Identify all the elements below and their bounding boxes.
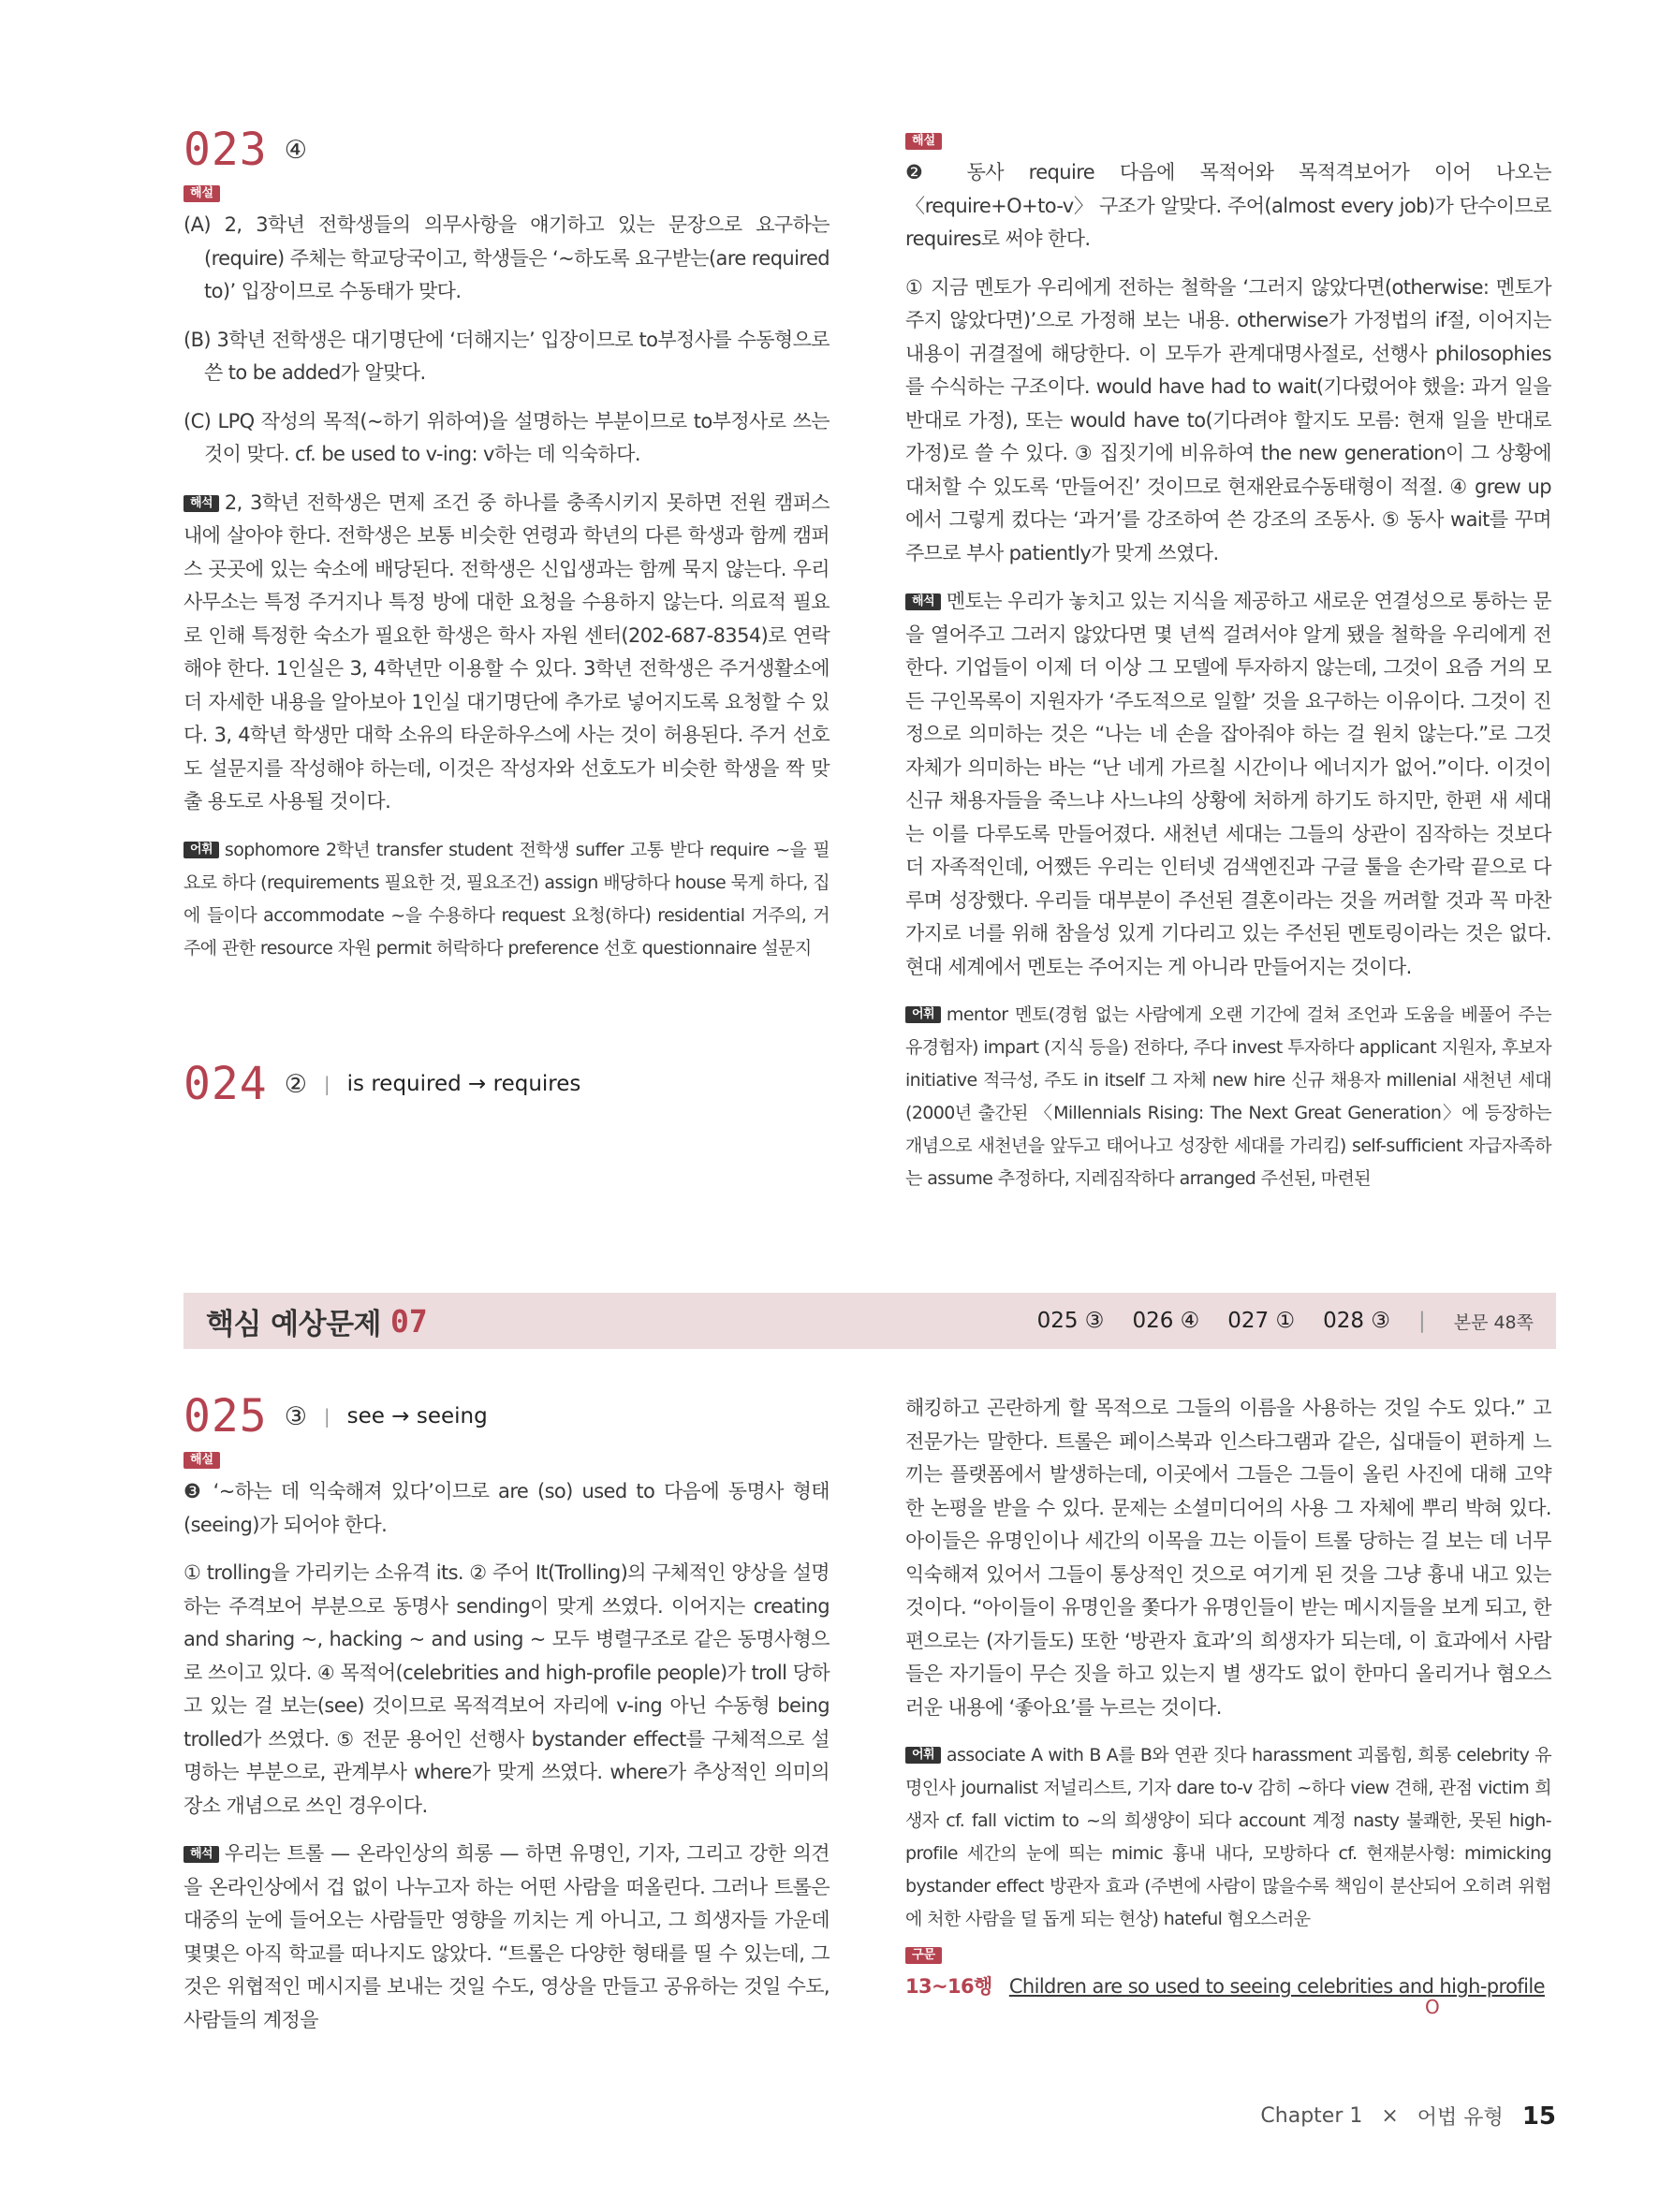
section-label: 어법 유형 bbox=[1417, 2106, 1504, 2130]
translation-tag: 해석 bbox=[905, 593, 941, 610]
page-number: 15 bbox=[1521, 2102, 1556, 2131]
syntax-sentence: Children are so used to seeing celebrities and high-profile bbox=[1008, 1975, 1545, 1998]
question-number: 023 bbox=[184, 124, 268, 176]
explanation-c: (C) LPQ 작성의 목적(~하기 위하여)을 설명하는 부분이므로 to부정사로 쓰는 것이 맞다. cf. be used to v-ing: v하는 데 익숙하다. bbox=[184, 409, 830, 465]
translation-continued: 해킹하고 곤란하게 할 목적으로 그들의 이름을 사용하는 것일 수도 있다.” 고 전문가는 말한다. 트롤은 페이스북과 인스타그램과 같은, 십대들이 편하게 느끼는 플랫폼에서 발생하는데, 이곳에서 그들은 그들이 올린 사진에 대해 고약한 논평을 받을 수 있다. 문제는 소셜미디어의 사용 그 자체에 뿌리 박혀 있다. 아이들은 유명인이나 세간의 이목을 끄는 이들이 트롤 당하는 걸 보는 데 너무 익숙해져 있어서 그들이 통상적인 것으로 여기게 된 것을 그냥 흉내 내고 있는 것이다. “아이들이 유명인을 쫓다가 유명인들이 받는 메시지들을 보게 되고, 한편으로는 (자기들도) 또한 ‘방관자 효과’의 희생자가 되는데, 이 효과에서 사람들은 자기들이 무슨 짓을 하고 있는지 별 생각도 없이 한마디 올리거나 혐오스러운 내용에 ‘좋아요’를 누르는 것이다. bbox=[905, 1397, 1551, 1719]
answer-key-item: 028 ③ bbox=[1323, 1309, 1390, 1333]
explanation-b: (B) 3학년 전학생은 대기명단에 ‘더해지는’ 입장이므로 to부정사를 수동형으로 쓴 to be added가 알맞다. bbox=[184, 328, 830, 384]
vocabulary-tag: 어휘 bbox=[905, 1747, 941, 1764]
object-mark: O bbox=[1425, 1996, 1440, 2018]
explanation-tag: 해설 bbox=[184, 185, 220, 202]
answer-mark: ③ bbox=[284, 1401, 307, 1431]
translation bbox=[905, 585, 1551, 984]
vocabulary-tag: 어휘 bbox=[184, 842, 219, 858]
answer-key bbox=[1037, 1309, 1534, 1334]
band-title: 핵심 예상문제 bbox=[206, 1307, 381, 1341]
answer-mark: ② bbox=[284, 1069, 307, 1099]
q025-header bbox=[184, 1388, 830, 1444]
vocabulary bbox=[905, 1739, 1551, 1936]
divider: | bbox=[323, 1073, 330, 1095]
question-number: 025 bbox=[184, 1390, 268, 1443]
q024-header-section bbox=[184, 1056, 830, 1112]
vocabulary-tag: 어휘 bbox=[905, 1006, 941, 1023]
page-reference: 본문 48쪽 bbox=[1453, 1311, 1534, 1333]
q024-header bbox=[184, 1056, 830, 1112]
q023-section bbox=[184, 122, 830, 965]
syntax-lines: 13~16행 bbox=[905, 1975, 992, 1998]
q025-continued bbox=[905, 1392, 1551, 2018]
answer-key-item: 027 ① bbox=[1227, 1309, 1296, 1333]
divider: | bbox=[323, 1405, 330, 1428]
section-band bbox=[184, 1293, 1556, 1349]
translation bbox=[184, 1838, 830, 2037]
translation-text: 우리는 트롤 — 온라인상의 희롱 — 하면 유명인, 기자, 그리고 강한 의견을 온라인상에서 겁 없이 나누고자 하는 어떤 사람을 떠올린다. 그러나 트롤은 대중의 눈에 들어오는 사람들만 영향을 끼치는 게 아니고, 그 희생자들 가운데 몇몇은 아직 학교를 떠나지도 않았다. “트롤은 다양한 형태를 띨 수 있는데, 그것은 위협적인 메시지를 보내는 것일 수도, 영상을 만들고 공유하는 것일 수도, 사람들의 계정을 bbox=[184, 1842, 830, 2031]
translation-text: 2, 3학년 전학생은 면제 조건 중 하나를 충족시키지 못하면 전원 캠퍼스 내에 살아야 한다. 전학생은 보통 비슷한 연령과 학년의 다른 학생과 함께 캠퍼스 곳곳에 있는 숙소에 배당된다. 전학생은 신입생과는 함께 묵지 않는다. 우리 사무소는 특정 주거지나 특정 방에 대한 요청을 수용하지 않는다. 의료적 필요로 인해 특정한 숙소가 필요한 학생은 학사 자원 센터(202-687-8354)로 연락해야 한다. 1인실은 3, 4학년만 이용할 수 있다. 3학년 전학생은 주거생활소에 더 자세한 내용을 알아보아 1인실 대기명단에 추가로 넣어지도록 요청할 수 있다. 3, 4학년 학생만 대학 소유의 타운하우스에 사는 것이 허용된다. 주거 선호도 설문지를 작성해야 하는데, 이것은 작성자와 선호도가 비슷한 학생을 짝 맞출 용도로 사용될 것이다. bbox=[184, 491, 830, 813]
vocabulary bbox=[905, 999, 1551, 1195]
explanation-detail: ① 지금 멘토가 우리에게 전하는 철학을 ‘그러지 않았다면(otherwise: 멘토가 주지 않았다면)’으로 가정해 보는 내용. otherwise가 가정법의 if절, 이어지는 내용이 귀결절에 해당한다. 이 모두가 관계대명사절로, 선행사 philosophies를 수식하는 구조이다. would have had to wait(기다렸어야 했을: 과거 일을 반대로 가정), 또는 would have to(기다려야 할지도 모름: 현재 일을 반대로 가정)로 쓸 수 있다. ③ 집짓기에 비유하여 the new generation이 그 상황에 대처할 수 있도록 ‘만들어진’ 것이므로 현재완료수동태형이 적절. ④ grew up에서 그렇게 컸다는 ‘과거’를 강조하여 쓴 강조의 조동사. ⑤ 동사 wait를 꾸며주므로 부사 patiently가 맞게 쓰였다. bbox=[905, 275, 1551, 564]
translation bbox=[184, 487, 830, 819]
explanation-a: (A) 2, 3학년 전학생들의 의무사항을 얘기하고 있는 문장으로 요구하는(require) 주체는 학교당국이고, 학생들은 ‘~하도록 요구받는(are required to)’ 입장이므로 수동태가 맞다. bbox=[184, 213, 830, 302]
correction: is required → requires bbox=[346, 1072, 581, 1096]
chapter-label: Chapter 1 bbox=[1260, 2104, 1363, 2128]
explanation-main: ❷ 동사 require 다음에 목적어와 목적격보어가 이어 나오는 〈require+O+to-v〉 구조가 알맞다. 주어(almost every job)가 단수이므로 requires로 써야 한다. bbox=[905, 161, 1551, 250]
q025-section bbox=[184, 1388, 830, 2037]
translation-tag: 해석 bbox=[184, 1846, 219, 1863]
translation-text: 멘토는 우리가 놓치고 있는 지식을 제공하고 새로운 연결성으로 통하는 문을 열어주고 그러지 않았다면 몇 년씩 걸려서야 알게 됐을 철학을 우리에게 전한다. 기업들이 이제 더 이상 그 모델에 투자하지 않는데, 그것이 요즘 거의 모든 구인목록이 지원자가 ‘주도적으로 일할’ 것을 요구하는 이유이다. 그것이 진정으로 의미하는 것은 “나는 네 손을 잡아줘야 하는 걸 원치 않는다.”로 그것 자체가 의미하는 바는 “난 네게 가르칠 시간이나 에너지가 없어.”이다. 이것이 신규 채용자들을 죽느냐 사느냐의 상황에 처하게 하기도 하지만, 한편 새 세대는 이를 다루도록 만들어졌다. 새천년 세대는 그들의 상관이 짐작하는 것보다 더 자족적인데, 어쨌든 우리는 인터넷 검색엔진과 구글 툴을 손가락 끝으로 다루며 성장했다. 우리들 대부분이 주선된 결혼이라는 것을 꺼려할 것과 꼭 마찬가지로 너를 위해 참을성 있게 기다리고 있는 주선된 멘토링이라는 것은 없다. 현대 세계에서 멘토는 주어지는 게 아니라 만들어지는 것이다. bbox=[905, 590, 1551, 978]
syntax-example bbox=[905, 1970, 1551, 2018]
footer-separator: × bbox=[1381, 2104, 1399, 2128]
page-footer bbox=[1260, 2102, 1556, 2131]
explanation-detail: ① trolling을 가리키는 소유격 its. ② 주어 It(Trolling)의 구체적인 양상을 설명하는 주격보어 부분으로 동명사 sending이 맞게 쓰였다. 이어지는 creating and sharing ~, hacking ~ and using ~ 모두 병렬구조로 같은 동명사형으로 쓰이고 있다. ④ 목적어(celebrities and high-profile people)가 troll 당하고 있는 걸 보는(see) 것이므로 목적격보어 자리에 v-ing 아닌 수동형 being trolled가 쓰였다. ⑤ 전문 용어인 선행사 bystander effect를 구체적으로 설명하는 부분으로, 관계부사 where가 맞게 쓰였다. where가 추상적인 의미의 장소 개념으로 쓰인 경우이다. bbox=[184, 1561, 830, 1817]
explanation-main: ❸ ‘~하는 데 익숙해져 있다’이므로 are (so) used to 다음에 동명사 형태(seeing)가 되어야 한다. bbox=[184, 1480, 830, 1536]
syntax-tag: 구문 bbox=[905, 1947, 942, 1964]
explanation-tag: 해설 bbox=[184, 1452, 220, 1469]
answer-key-item: 026 ④ bbox=[1132, 1309, 1200, 1333]
vocabulary-text: sophomore 2학년 transfer student 전학생 suffer 고통 받다 require ~을 필요로 하다 (requirements 필요한 것, 필요조건) assign 배당하다 house 묵게 하다, 집에 들이다 accommodate ~을 수용하다 request 요청(하다) residential 거주의, 거주에 관한 resource 자원 permit 허락하다 preference 선호 questionnaire 설문지 bbox=[184, 839, 830, 959]
answer-mark: ④ bbox=[284, 135, 307, 165]
vocabulary bbox=[184, 834, 830, 965]
translation-tag: 해석 bbox=[184, 495, 219, 512]
band-number: 07 bbox=[389, 1302, 428, 1340]
divider: | bbox=[1417, 1309, 1426, 1333]
explanation-tag: 해설 bbox=[905, 133, 942, 150]
vocabulary-text: associate A with B A를 B와 연관 짓다 harassment 괴롭힘, 희롱 celebrity 유명인사 journalist 저널리스트, 기자 dare to-v 감히 ~하다 view 견해, 관점 victim 희생자 cf. fall victim to ~의 희생양이 되다 account 계정 nasty 불쾌한, 못된 high-profile 세간의 눈에 띄는 mimic 흉내 내다, 모방하다 cf. 현재분사형: mimicking bystander effect 방관자 효과 (주변에 사람이 많을수록 책임이 분산되어 오히려 위험에 처한 사람을 덜 돕게 되는 현상) hateful 혐오스러운 bbox=[905, 1745, 1551, 1929]
answer-key-item: 025 ③ bbox=[1036, 1309, 1105, 1333]
q024-section bbox=[905, 133, 1551, 1195]
q023-header bbox=[184, 122, 830, 178]
correction: see → seeing bbox=[346, 1404, 488, 1428]
question-number: 024 bbox=[184, 1058, 268, 1110]
vocabulary-text: mentor 멘토(경험 없는 사람에게 오랜 기간에 걸쳐 조언과 도움을 베풀어 주는 유경험자) impart (지식 등을) 전하다, 주다 invest 투자하다 applicant 지원자, 후보자 initiative 적극성, 주도 in itself 그 자체 new hire 신규 채용자 millenial 새천년 세대(2000년 출간된 〈Millennials Rising: The Next Great Generation〉에 등장하는 개념으로 새천년을 앞두고 태어나고 성장한 세대를 가리킴) self-sufficient 자급자족하는 assume 추정하다, 지레짐작하다 arranged 주선된, 마련된 bbox=[905, 1004, 1551, 1189]
